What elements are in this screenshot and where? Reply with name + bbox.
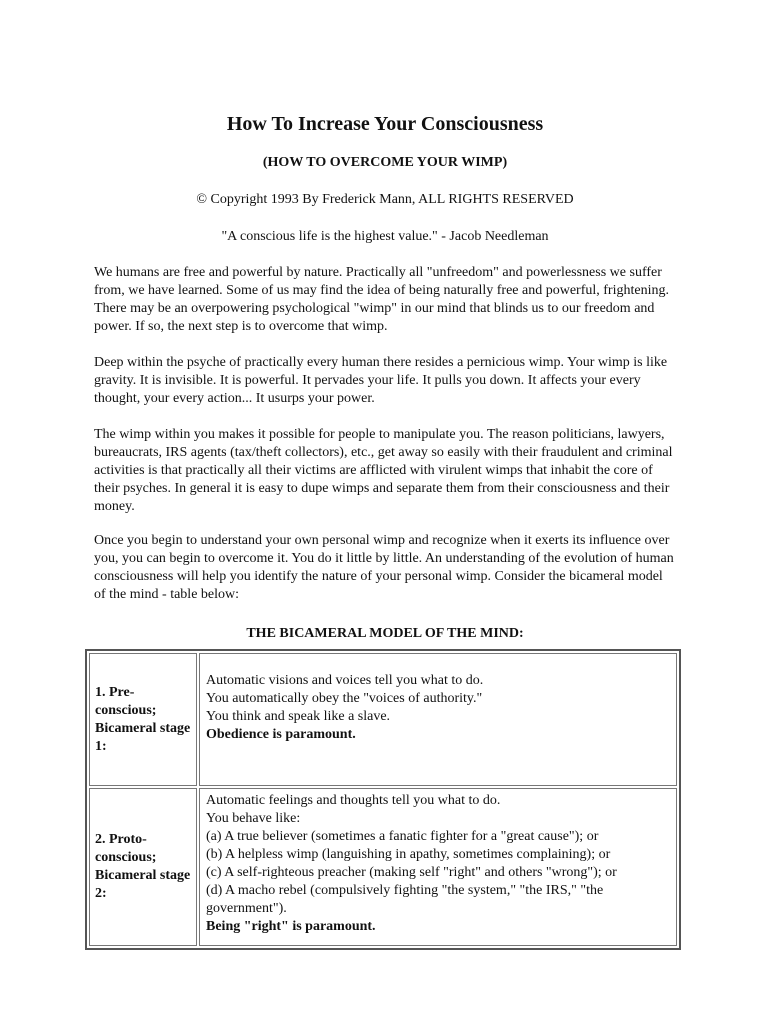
page-subtitle: (HOW TO OVERCOME YOUR WIMP) [262, 155, 508, 170]
page-title: How To Increase Your Consciousness [226, 113, 544, 135]
description-cell [199, 788, 677, 946]
bicameral-model-table [85, 649, 681, 950]
description-line: You automatically obey the "voices of authority." [206, 691, 483, 706]
epigraph-quote: "A conscious life is the highest value." - Jacob Needleman [221, 229, 549, 244]
description-line: (c) A self-righteous preacher (making self "right" and others "wrong"); or [206, 865, 617, 880]
copyright-notice: © Copyright 1993 By Frederick Mann, ALL RIGHTS RESERVED [196, 192, 574, 207]
table-row [89, 788, 677, 946]
table-row [89, 653, 677, 786]
body-paragraph: The wimp within you makes it possible for people to manipulate you. The reason politicians, lawyers, bureaucrats, IRS agents (tax/theft collectors), etc., get away so easily with their fraudulent and criminal activities is that practically all their victims are afflicted with virulent wimps that inhabit the core of their psyches. In general it is easy to dupe wimps and separate them from their consciousness and their money. [94, 427, 673, 514]
description-line: Automatic visions and voices tell you what to do. [206, 673, 484, 688]
description-line: Automatic feelings and thoughts tell you what to do. [206, 793, 501, 808]
emphasis-line: Being "right" is paramount. [206, 919, 376, 934]
stage-cell: 1. Pre-conscious; Bicameral stage 1: [89, 653, 197, 786]
emphasis-line: Obedience is paramount. [206, 727, 356, 742]
description-line: You behave like: [206, 811, 301, 826]
description-cell [199, 653, 677, 786]
body-paragraph: Once you begin to understand your own personal wimp and recognize when it exerts its influence over you, you can begin to overcome it. You do it little by little. An understanding of the evolution of human consciousness will help you identify the nature of your personal wimp. Consider the bicameral model of the mind - table below: [94, 533, 674, 602]
description-line: (a) A true believer (sometimes a fanatic fighter for a "great cause"); or [206, 829, 599, 844]
stage-cell: 2. Proto-conscious; Bicameral stage 2: [89, 788, 197, 946]
description-line: (d) A macho rebel (compulsively fighting "the system," "the IRS," "the government"). [206, 883, 604, 916]
body-paragraph: We humans are free and powerful by nature. Practically all "unfreedom" and powerlessness we suffer from, we have learned. Some of us may find the idea of being naturally free and powerful, frightening. There may be an overpowering psychological "wimp" in our mind that blinds us to our freedom and power. If so, the next step is to overcome that wimp. [94, 265, 669, 334]
description-line: You think and speak like a slave. [206, 709, 391, 724]
description-line: (b) A helpless wimp (languishing in apathy, sometimes complaining); or [206, 847, 611, 862]
body-paragraph: Deep within the psyche of practically every human there resides a pernicious wimp. Your wimp is like gravity. It is invisible. It is powerful. It pervades your life. It pulls you down. It affects your every thought, your every action... It usurps your power. [94, 355, 668, 406]
table-heading: THE BICAMERAL MODEL OF THE MIND: [246, 626, 524, 641]
